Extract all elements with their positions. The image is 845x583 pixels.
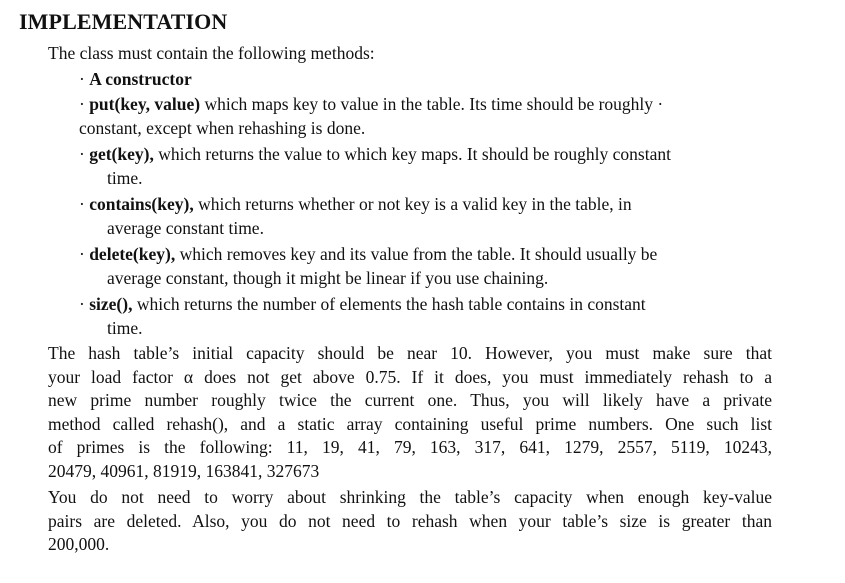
method-delete — [79, 244, 657, 265]
method-description: which maps key to value in the table. Its time should be roughly · — [200, 94, 664, 114]
paragraph-line: your load factor α does not get above 0.75. If it does, you must immediately rehash to a — [48, 366, 772, 387]
paragraph-capacity — [48, 342, 772, 484]
method-description: which returns the number of elements the hash table contains in constant — [132, 294, 646, 314]
method-name: contains(key), — [89, 194, 194, 214]
method-contains-continuation: average constant time. — [107, 218, 264, 238]
paragraph-line: The hash table’s initial capacity should be near 10. However, you must make sure that — [48, 343, 772, 363]
method-put — [79, 94, 663, 115]
method-size-continuation: time. — [107, 318, 143, 338]
intro-text: The class must contain the following methods: — [48, 43, 375, 63]
method-put-continuation: constant, except when rehashing is done. — [79, 118, 366, 138]
method-delete-continuation: average constant, though it might be linear if you use chaining. — [107, 268, 549, 288]
paragraph-line: 200,000. — [48, 534, 110, 555]
paragraph-line: of primes is the following: 11, 19, 41, 79, 163, 317, 641, 1279, 2557, 5119, 10243, — [48, 437, 772, 458]
method-description: which returns whether or not key is a valid key in the table, in — [193, 194, 632, 214]
method-name: A constructor — [89, 69, 192, 89]
paragraph-line: 20479, 40961, 81919, 163841, 327673 — [48, 460, 320, 481]
bullet: · — [79, 94, 85, 114]
method-get-continuation: time. — [107, 168, 143, 188]
method-name: size(), — [89, 294, 133, 314]
bullet: · — [79, 194, 85, 214]
paragraph-line: new prime number roughly twice the current one. Thus, you will likely have a private — [48, 390, 772, 411]
method-get — [79, 144, 671, 165]
method-contains — [79, 194, 632, 215]
bullet: · — [79, 144, 85, 164]
bullet: · — [79, 244, 85, 264]
method-size — [79, 294, 646, 315]
paragraph-line: You do not need to worry about shrinking the table’s capacity when enough key-value — [48, 487, 772, 507]
bullet: · — [79, 69, 85, 89]
method-name: get(key), — [89, 144, 154, 164]
method-constructor — [79, 69, 192, 90]
paragraph-shrinking — [48, 486, 772, 557]
method-description: which removes key and its value from the table. It should usually be — [175, 244, 658, 264]
paragraph-line: pairs are deleted. Also, you do not need to rehash when your table’s size is greater than — [48, 510, 772, 531]
method-name: delete(key), — [89, 244, 176, 264]
paragraph-line: method called rehash(), and a static array containing useful prime numbers. One such list — [48, 413, 772, 434]
bullet: · — [79, 294, 85, 314]
method-name: put(key, value) — [89, 94, 201, 114]
section-heading: IMPLEMENTATION — [19, 9, 228, 34]
method-description: which returns the value to which key maps. It should be roughly constant — [153, 144, 671, 164]
